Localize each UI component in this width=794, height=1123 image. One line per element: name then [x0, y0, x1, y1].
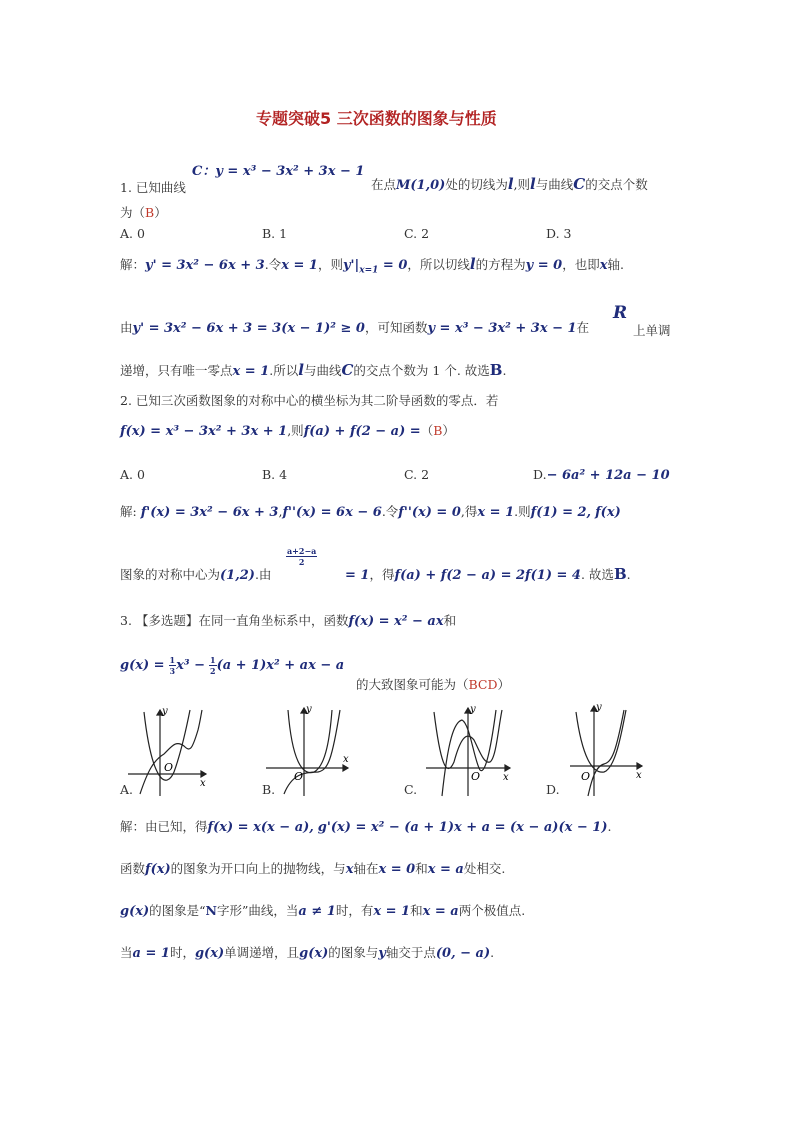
graph-c-y-label: y — [470, 704, 476, 715]
graph-c-parabola — [442, 710, 496, 796]
q2-solution-line2-tail: = 1，得f(a) + f(2 − a) = 2f(1) = 4. 故选B. — [345, 565, 631, 583]
q3-graph-label-d: D. — [546, 782, 560, 797]
graph-d-y-label: y — [596, 702, 602, 713]
q3-graph-label-b: B. — [262, 782, 276, 797]
graph-a-cubic — [140, 710, 202, 794]
graph-a-y-label: y — [162, 706, 168, 717]
graph-a — [128, 710, 206, 796]
graph-b — [266, 708, 348, 796]
q3-stem-line2: 的大致图象可能为（BCD） — [356, 677, 511, 692]
q1-real-set: R — [613, 303, 628, 323]
q3-graph-label-c: C. — [404, 782, 418, 797]
q3-g-formula: g(x) = $\frac{1}{3}$ x³ − $\frac{1}{2}$ (a + 1)x² + ax − a — [120, 655, 345, 676]
q1-answer: B — [145, 205, 155, 220]
q2-option-d: D.− 6a² + 12a − 10 — [533, 467, 670, 483]
graph-d-x-label: x — [636, 770, 642, 781]
graph-b-x-label: x — [343, 754, 349, 765]
q2-solution-line2: 图象的对称中心为(1,2).由 — [120, 567, 272, 583]
q1-option-b: B. 1 — [262, 226, 288, 241]
graph-d-parabola — [576, 710, 626, 772]
graph-b-y-label: y — [306, 704, 312, 715]
q1-solution-line1: 解：y' = 3x² − 6x + 3.令x = 1，则$y'|_{x=1} = 0$，所以切线l的方程为y = 0，也即x轴. — [120, 255, 624, 276]
q3-solution-line1: 解：由已知，得f(x) = x(x − a), g'(x) = x² − (a + 1)x + a = (x − a)(x − 1). — [120, 819, 612, 835]
graph-c-x-label: x — [503, 772, 509, 783]
q2-answer: B — [433, 423, 443, 438]
q1-solution-line3: 递增，只有唯一零点x = 1.所以l与曲线C的交点个数为 1 个. 故选B. — [120, 361, 507, 379]
graph-c-origin: O — [471, 770, 481, 783]
q1-option-a: A. 0 — [120, 226, 145, 241]
q3-solution-line3: g(x)的图象是“N字形”曲线，当a ≠ 1时，有x = 1和x = a两个极值点. — [120, 903, 526, 919]
q2-option-c: C. 2 — [404, 467, 430, 482]
q1-stem-line2: 为（B） — [120, 205, 167, 220]
q1-stem-tail: 在点M(1,0)处的切线为l,则l与曲线C的交点个数 — [371, 175, 648, 193]
q2-option-a: A. 0 — [120, 467, 145, 482]
q3-solution-line4: 当a = 1时，g(x)单调递增，且g(x)的图象与y轴交于点(0, − a). — [120, 945, 495, 961]
graph-a-x-label: x — [200, 778, 206, 789]
graph-a-origin: O — [164, 761, 174, 774]
graph-b-origin: O — [294, 770, 304, 783]
q2-option-b: B. 4 — [262, 467, 288, 482]
q2-fraction: $\frac{a+2-a}{2}$ — [287, 546, 317, 567]
q1-option-d: D. 3 — [546, 226, 572, 241]
graph-d-origin: O — [581, 770, 591, 783]
q3-graphs — [118, 700, 678, 800]
q1-stem-line1: 1. 已知曲线 — [120, 180, 186, 195]
q1-curve-formula: C：y = x³ − 3x² + 3x − 1 — [192, 164, 365, 179]
graph-b-cubic — [284, 710, 340, 794]
page-title: 专题突破5 三次函数的图象与性质 — [256, 109, 497, 128]
q1-option-c: C. 2 — [404, 226, 430, 241]
q2-stem-line2: f(x) = x³ − 3x² + 3x + 1,则f(a) + f(2 − a) =（B） — [120, 423, 455, 439]
graph-c — [426, 708, 510, 796]
graph-b-parabola — [288, 710, 332, 773]
q3-answer: BCD — [468, 677, 498, 692]
q3-graph-label-a: A. — [120, 782, 134, 797]
q2-stem-line1: 2. 已知三次函数图象的对称中心的横坐标为其二阶导函数的零点．若 — [120, 393, 499, 408]
q3-solution-line2: 函数f(x)的图象为开口向上的抛物线，与x轴在x = 0和x = a处相交. — [120, 861, 506, 877]
q2-solution-line1: 解: f'(x) = 3x² − 6x + 3,f''(x) = 6x − 6.令f''(x) = 0,得x = 1.则f(1) = 2, f(x) — [120, 504, 621, 520]
q1-solution-line2-tail: 上单调 — [633, 323, 671, 338]
q1-solution-line2: 由y' = 3x² − 6x + 3 = 3(x − 1)² ≥ 0，可知函数y = x³ − 3x² + 3x − 1在 — [120, 320, 590, 336]
q3-stem-line1: 3. 【多选题】在同一直角坐标系中，函数f(x) = x² − ax和 — [120, 613, 457, 629]
